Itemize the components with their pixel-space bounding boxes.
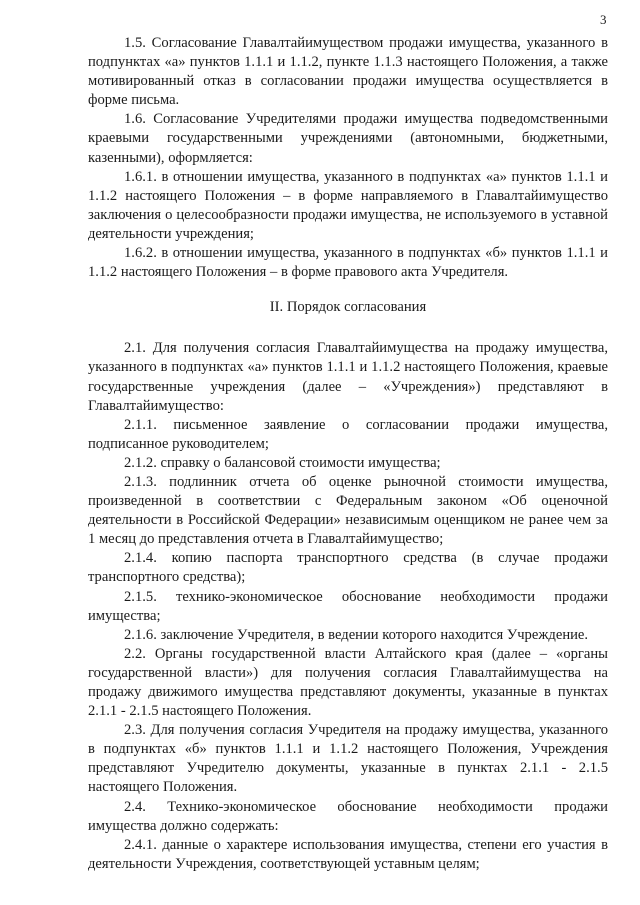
paragraph-2-4: 2.4. Технико-экономическое обоснование необходимости продажи имущества должно содержать:: [88, 798, 608, 834]
paragraph-2-1-4: 2.1.4. копию паспорта транспортного средства (в случае продажи транспортного средства);: [88, 550, 608, 586]
page-number: 3: [600, 12, 607, 27]
document-body: [88, 34, 608, 874]
paragraph-1-5: 1.5. Согласование Главалтайимуществом продажи имущества, указанного в подпунктах «а» пунктов 1.1.1 и 1.1.2, пункте 1.1.3 настоящего Положения, а также мотивированный отказ в согласовании продажи имущества осуществляется в форме письма.: [88, 35, 608, 109]
paragraph-2-1-2: 2.1.2. справку о балансовой стоимости имущества;: [124, 454, 441, 471]
paragraph-2-2: 2.2. Органы государственной власти Алтайского края (далее – «органы государственной власти») для получения согласия Главалтайимущества на продажу движимого имущества представляют документы, указанные в пунктах 2.1.1 - 2.1.5 настоящего Положения.: [88, 645, 608, 720]
paragraph-2-1: 2.1. Для получения согласия Главалтайимущества на продажу имущества, указанного в подпунктах «а» пунктов 1.1.1 и 1.1.2 настоящего Положения, краевые государственные учреждения (далее – «Учреждения») представляют в Главалтайимущество:: [88, 340, 608, 414]
paragraph-2-3: 2.3. Для получения согласия Учредителя на продажу имущества, указанного в подпунктах «б» пунктов 1.1.1 и 1.1.2 настоящего Положения, Учреждения представляют Учредителю документы, указанные в пунктах 2.1.1 - 2.1.5 настоящего Положения.: [88, 722, 608, 796]
paragraph-2-1-3: 2.1.3. подлинник отчета об оценке рыночной стоимости имущества, произведенной в соответствии с Федеральным законом «Об оценочной деятельности в Российской Федерации» независимым оценщиком не ранее чем за 1 месяц до представления отчета в Главалтайимущество;: [88, 473, 608, 548]
paragraph-2-1-5: 2.1.5. технико-экономическое обоснование необходимости продажи имущества;: [88, 588, 608, 624]
paragraph-1-6: 1.6. Согласование Учредителями продажи имущества подведомственными краевыми государственными учреждениями (автономными, бюджетными, казенными), оформляется:: [88, 111, 608, 166]
paragraph-1-6-2: 1.6.2. в отношении имущества, указанного в подпунктах «б» пунктов 1.1.1 и 1.1.2 настоящего Положения – в форме правового акта Учредителя.: [88, 245, 608, 281]
paragraph-2-1-1: 2.1.1. письменное заявление о согласовании продажи имущества, подписанное руководителем;: [88, 416, 608, 452]
section-heading: II. Порядок согласования: [269, 299, 427, 316]
paragraph-2-4-1: 2.4.1. данные о характере использования имущества, степени его участия в деятельности Учреждения, соответствующей уставным целям;: [88, 836, 608, 872]
paragraph-1-6-1: 1.6.1. в отношении имущества, указанного в подпунктах «а» пунктов 1.1.1 и 1.1.2 настоящего Положения – в форме направляемого в Главалтайимущество заключения о целесообразности продажи имущества, не используемого в уставной деятельности учреждения;: [88, 168, 608, 242]
paragraph-2-1-6: 2.1.6. заключение Учредителя, в ведении которого находится Учреждение.: [124, 626, 589, 643]
